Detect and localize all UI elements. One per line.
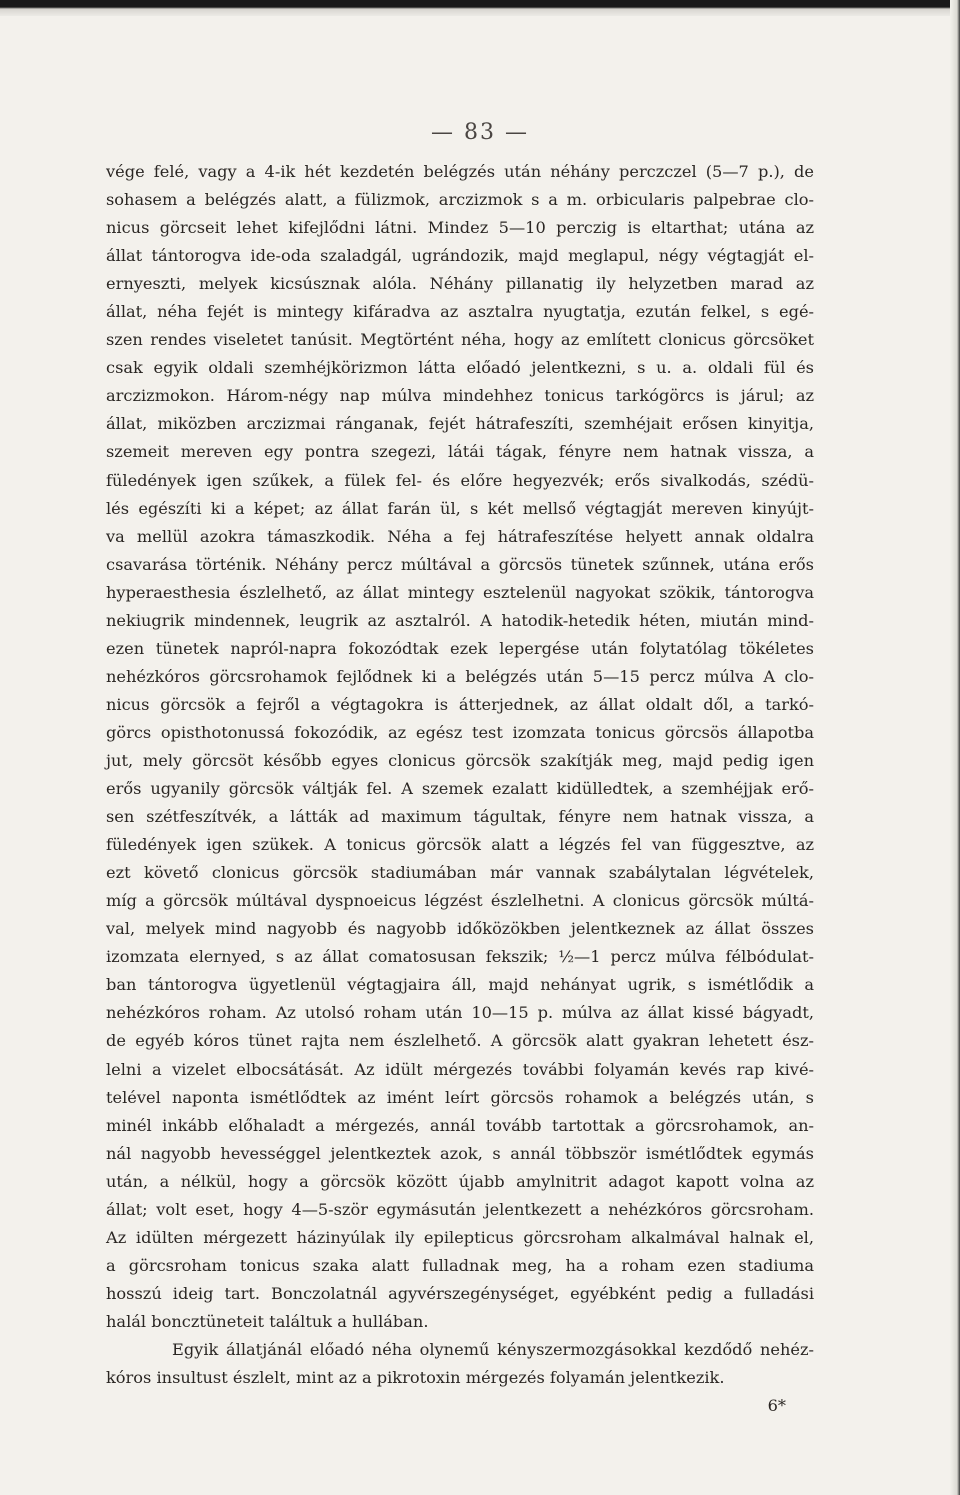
- text-line: telével naponta ismétlődtek az imént leírt görcsös rohamok a belégzés után, s: [106, 1087, 814, 1107]
- text-line: csak egyik oldali szemhéjkörizmon látta előadó jelentkezni, s u. a. oldali fül és: [106, 358, 814, 378]
- text-line: állat, néha fejét is mintegy kifáradva az asztalra nyugtatja, ezután felkel, s egé-: [106, 302, 814, 322]
- text-line: állat, miközben arczizmai ránganak, fejét hátrafeszíti, szemhéjait erősen kinyitja,: [106, 414, 814, 434]
- text-line: arczizmokon. Három-négy nap múlva mindehhez tonicus tarkógörcs is járul; az: [106, 386, 814, 406]
- text-line: val, melyek mind nagyobb és nagyobb időközökben jelentkeznek az állat összes: [106, 919, 814, 939]
- text-line: halál boncztüneteit találtuk a hullában.: [106, 1311, 429, 1331]
- text-line: füledények igen szűkek, a fülek fel- és előre hegyezvék; erős sivalkodás, szédü-: [106, 470, 814, 490]
- text-line: füledények igen szükek. A tonicus görcsök alatt a légzés fel van függesztve, az: [106, 835, 814, 855]
- text-line: állat tántorogva ide-oda szaladgál, ugrándozik, majd meglapul, négy végtagját el-: [106, 246, 814, 266]
- text-line: ernyeszti, melyek kicsúsznak alóla. Néhány pillanatig ily helyzetben marad az: [106, 274, 814, 294]
- text-line: állat; volt eset, hogy 4—5-ször egymásután jelentkezett a nehézkóros görcsroham.: [106, 1199, 814, 1219]
- signature-mark: 6*: [767, 1396, 786, 1416]
- text-line: minél inkább előhaladt a mérgezés, annál tovább tartottak a görcsrohamok, an-: [106, 1115, 814, 1135]
- text-line: lés egészíti ki a képet; az állat farán ül, s két mellső végtagját mereven kinyújt-: [106, 498, 814, 518]
- text-line: izomzata elernyed, s az állat comatosusan fekszik; ½—1 percz múlva félbódulat-: [106, 947, 814, 967]
- text-line: ezt követő clonicus görcsök stadiumában már vannak szabálytalan légvételek,: [106, 863, 814, 883]
- text-line: erős ugyanily görcsök váltják fel. A szemek ezalatt kidülledtek, a szemhéjjak erő-: [106, 779, 814, 799]
- text-line: után, a nélkül, hogy a görcsök között újabb amylnitrit adagot kapott volna az: [106, 1171, 814, 1191]
- text-line: a görcsroham tonicus szaka alatt fulladnak meg, ha a roham ezen stadiuma: [106, 1255, 814, 1275]
- text-line: kóros insultust észlelt, mint az a pikrotoxin mérgezés folyamán jelentkezik.: [106, 1368, 725, 1388]
- text-line: görcs opisthotonussá fokozódik, az egész test izomzata tonicus görcsös állapotba: [106, 722, 814, 742]
- text-line: sen szétfeszítvék, a látták ad maximum tágultak, fényre nem hatnak vissza, a: [106, 807, 814, 827]
- text-line: hosszú ideig tart. Bonczolatnál agyvérszegénységet, egyébként pedig a fulladási: [106, 1283, 814, 1303]
- scan-top-border: [0, 0, 960, 16]
- text-line: szemeit mereven egy pontra szegezi, látái tágak, fényre nem hatnak vissza, a: [106, 442, 814, 462]
- page-number: — 83 —: [431, 120, 529, 145]
- text-line: sohasem a belégzés alatt, a fülizmok, arczizmok s a m. orbicularis palpebrae clo-: [106, 190, 814, 210]
- text-line: ban tántorogva ügyetlenül végtagjaira áll, majd nehányat ugrik, s ismétlődik a: [106, 975, 814, 995]
- text-line: nicus görcsök a fejről a végtagokra is átterjednek, az állat oldalt dől, a tarkó-: [106, 694, 814, 714]
- text-line: jut, mely görcsöt később egyes clonicus görcsök szakítják meg, majd pedig igen: [106, 750, 814, 770]
- scan-right-edge: [950, 0, 960, 1495]
- text-line: csavarása történik. Néhány percz múltával a görcsös tünetek szűnnek, utána erős: [106, 554, 814, 574]
- text-line: va mellül azokra támaszkodik. Néha a fej hátrafeszítése helyett annak oldalra: [106, 526, 814, 546]
- text-line: míg a görcsök múltával dyspnoeicus légzést észlelhetni. A clonicus görcsök múltá-: [106, 891, 814, 911]
- text-line: Az idülten mérgezett házinyúlak ily epilepticus görcsroham alkalmával halnak el,: [106, 1227, 814, 1247]
- text-line: nicus görcseit lehet kifejlődni látni. Mindez 5—10 perczig is eltarthat; utána az: [106, 218, 814, 238]
- body-text: [106, 158, 814, 1420]
- text-line: nekiugrik mindennek, leugrik az asztalról. A hatodik-hetedik héten, miután mind-: [106, 610, 814, 630]
- text-line: nehézkóros roham. Az utolsó roham után 10—15 p. múlva az állat kissé bágyadt,: [106, 1003, 814, 1023]
- text-line: nehézkóros görcsrohamok fejlődnek ki a belégzés után 5—15 percz múlva A clo-: [106, 666, 814, 686]
- text-line: lelni a vizelet elbocsátását. Az idült mérgezés további folyamán kevés rap kivé-: [106, 1059, 814, 1079]
- text-line: de egyéb kóros tünet rajta nem észlelhető. A görcsök alatt gyakran lehetett ész-: [106, 1031, 814, 1051]
- text-line: ezen tünetek napról-napra fokozódtak ezek lepergése után folytatólag tökéletes: [106, 638, 814, 658]
- text-line: hyperaesthesia észlelhető, az állat mintegy esztelenül nagyokat szökik, tántorogva: [106, 582, 814, 602]
- text-line: szen rendes viseletet tanúsit. Megtörtént néha, hogy az említett clonicus görcsöket: [106, 330, 814, 350]
- text-line: nál nagyobb hevességgel jelentkeztek azok, s annál többször ismétlődtek egymás: [106, 1143, 814, 1163]
- text-line: vége felé, vagy a 4-ik hét kezdetén belégzés után néhány perczczel (5—7 p.), de: [106, 162, 814, 181]
- text-line: Egyik állatjánál előadó néha olynemű kényszermozgásokkal kezdődő nehéz-: [172, 1339, 814, 1359]
